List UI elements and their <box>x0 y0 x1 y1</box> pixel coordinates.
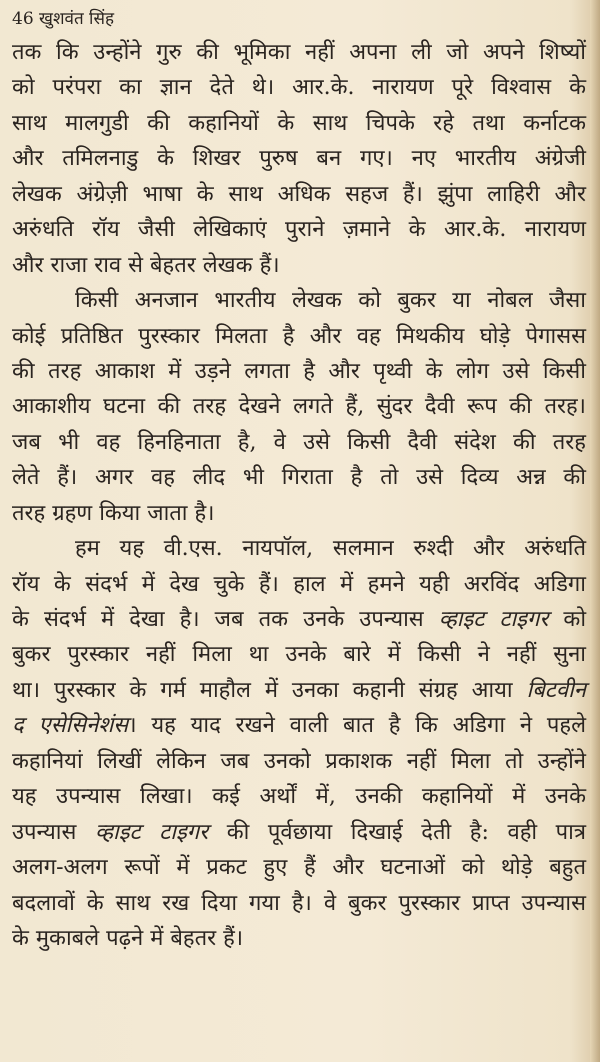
book-title-italic: द एसेसिनेशंस <box>12 713 129 739</box>
text-segment: को <box>548 607 587 632</box>
text-line <box>12 779 586 814</box>
text-segment: तरह ग्रहण किया जाता है। <box>12 500 215 526</box>
text-segment: आकाशीय घटना की तरह देखने लगते हैं, सुंदर दैवी रूप की तरह। <box>12 394 586 420</box>
text-segment: हम यह वी.एस. नायपॉल, सलमान रुश्दी और अरुंधति <box>75 536 586 562</box>
text-line <box>12 886 586 921</box>
text-line <box>12 389 586 424</box>
text-line <box>12 248 586 283</box>
text-line <box>12 602 586 637</box>
book-title-italic: व्हाइट टाइगर <box>438 607 549 632</box>
text-line <box>12 106 586 141</box>
text-segment: और राजा राव से बेहतर लेखक हैं। <box>12 252 280 278</box>
text-line <box>12 425 586 460</box>
text-segment: अरुंधति रॉय जैसी लेखिकाएं पुराने ज़माने के आर.के. नारायण <box>12 217 586 243</box>
text-segment: के मुकाबले पढ़ने में बेहतर हैं। <box>12 925 244 951</box>
text-line <box>12 708 586 743</box>
page-edge-shadow <box>590 0 600 1062</box>
text-line <box>12 850 586 885</box>
text-segment: उपन्यास <box>12 819 95 845</box>
text-line <box>12 283 586 318</box>
text-segment: रॉय के संदर्भ में देख चुके हैं। हाल में हमने यही अरविंद अडिगा <box>12 571 586 597</box>
running-title: खुशवंत सिंह <box>39 9 114 29</box>
body-text <box>12 35 586 956</box>
text-line <box>12 35 586 70</box>
text-segment: अलग-अलग रूपों में प्रकट हुए हैं और घटनाओं को थोड़े बहुत <box>12 855 586 881</box>
text-line <box>12 496 586 531</box>
text-line <box>12 460 586 495</box>
book-title-italic: व्हाइट टाइगर <box>94 819 209 845</box>
text-line <box>12 637 586 672</box>
text-line <box>12 141 586 176</box>
text-segment: जब भी वह हिनहिनाता है, वे उसे किसी दैवी संदेश की तरह <box>12 429 586 455</box>
text-line <box>12 70 586 105</box>
text-line <box>12 354 586 389</box>
text-segment: । यह याद रखने वाली बात है कि अडिगा ने पहले <box>128 713 587 739</box>
running-header <box>12 6 114 29</box>
text-segment: बुकर पुरस्कार नहीं मिला था उनके बारे में किसी ने नहीं सुना <box>12 642 586 668</box>
text-segment: कोई प्रतिष्ठित पुरस्कार मिलता है और वह मिथकीय घोड़े पेगासस <box>12 323 586 349</box>
text-segment: की पूर्वछाया दिखाई देती है: वही पात्र <box>208 819 586 845</box>
text-segment: लेखक अंग्रेज़ी भाषा के साथ अधिक सहज हैं। झुंपा लाहिरी और <box>12 181 586 207</box>
text-line <box>12 319 586 354</box>
text-segment: को परंपरा का ज्ञान देते थे। आर.के. नारायण पूरे विश्वास के <box>12 75 586 101</box>
text-segment: साथ मालगुडी की कहानियों के साथ चिपके रहे तथा कर्नाटक <box>12 110 586 136</box>
text-segment: कहानियां लिखीं लेकिन जब उनको प्रकाशक नहीं मिला तो उन्होंने <box>12 748 586 774</box>
text-line <box>12 212 586 247</box>
text-line <box>12 531 586 566</box>
book-title-italic: बिटवीन <box>526 677 586 703</box>
text-line <box>12 815 586 850</box>
text-line <box>12 177 586 212</box>
text-segment: और तमिलनाडु के शिखर पुरुष बन गए। नए भारतीय अंग्रेजी <box>12 146 586 172</box>
text-line <box>12 567 586 602</box>
text-segment: लेते हैं। अगर वह लीद भी गिराता है तो उसे दिव्य अन्न की <box>12 465 586 491</box>
page-number: 46 <box>12 9 34 29</box>
text-line <box>12 921 586 956</box>
text-line <box>12 673 586 708</box>
text-segment: था। पुरस्कार के गर्म माहौल में उनका कहानी संग्रह आया <box>12 677 527 703</box>
text-segment: बदलावों के साथ रख दिया गया है। वे बुकर पुरस्कार प्राप्त उपन्यास <box>12 890 586 916</box>
text-segment: के संदर्भ में देखा है। जब तक उनके उपन्यास <box>12 607 439 632</box>
text-segment: तक कि उन्होंने गुरु की भूमिका नहीं अपना ली जो अपने शिष्यों <box>12 40 586 65</box>
text-segment: किसी अनजान भारतीय लेखक को बुकर या नोबल जैसा <box>75 288 586 314</box>
text-segment: की तरह आकाश में उड़ने लगता है और पृथ्वी के लोग उसे किसी <box>12 358 586 384</box>
text-segment: यह उपन्यास लिखा। कई अर्थों में, उनकी कहानियों में उनके <box>12 784 586 810</box>
text-line <box>12 744 586 779</box>
